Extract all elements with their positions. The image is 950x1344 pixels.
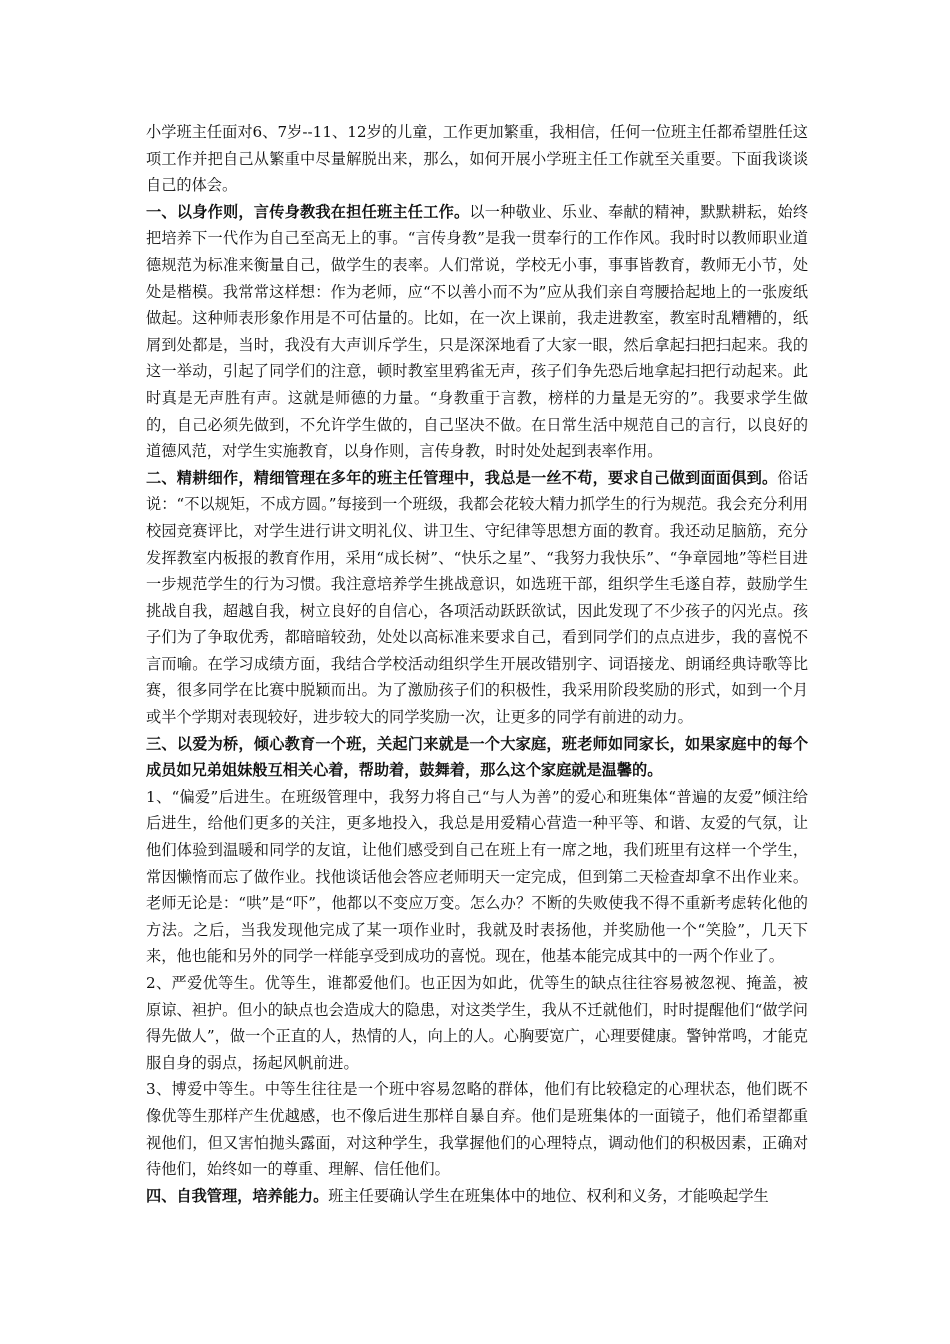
section-2-heading: 二、精耕细作，精细管理在多年的班主任管理中，我总是一丝不苟，要求自己做到面面俱到。: [146, 468, 778, 487]
intro-paragraph: 小学班主任面对6、7岁--11、12岁的儿童，工作更加繁重，我相信，任何一位班主任都希望胜任这项工作并把自己从繁重中尽量解脱出来，那么，如何开展小学班主任工作就至关重要。下面我谈谈自己的体会。: [146, 123, 808, 195]
section-3-heading: 三、以爱为桥，倾心教育一个班，关起门来就是一个大家庭，班老师如同家长，如果家庭中的每个成员如兄弟姐妹般互相关心着，帮助着，鼓舞着，那么这个家庭就是温馨的。: [146, 734, 808, 780]
document-body: [146, 119, 808, 1209]
section-4-paragraph: [146, 1183, 808, 1210]
point-2-paragraph: 2、严爱优等生。优等生，谁都爱他们。也正因为如此，优等生的缺点往往容易被忽视、掩盖，被原谅、袒护。但小的缺点也会造成大的隐患，对这类学生，我从不迁就他们，时时提醒他们“做学问得先做人”，做一个正直的人，热情的人，向上的人。心胸要宽广，心理要健康。警钟常鸣，才能克服自身的弱点，扬起风帆前进。: [146, 974, 808, 1072]
section-4-body: 班主任要确认学生在班集体中的地位、权利和义务，才能唤起学生: [328, 1186, 769, 1205]
section-2-body: 俗话说：“不以规矩，不成方圆。”每接到一个班级，我都会花较大精力抓学生的行为规范。我会充分利用校园竞赛评比，对学生进行讲文明礼仪、讲卫生、守纪律等思想方面的教育。我还动足脑筋，充分发挥教室内板报的教育作用，采用“成长树”、“快乐之星”、“我努力我快乐”、“争章园地”等栏目进一步规范学生的行为习惯。我注意培养学生挑战意识，如选班干部，组织学生毛遂自荐，鼓励学生挑战自我，超越自我，树立良好的自信心，各项活动跃跃欲试，因此发现了不少孩子的闪光点。孩子们为了争取优秀，都暗暗较劲，处处以高标准来要求自己，看到同学们的点点进步，我的喜悦不言而喻。在学习成绩方面，我结合学校活动组织学生开展改错别字、词语接龙、朗诵经典诗歌等比赛，很多同学在比赛中脱颖而出。为了激励孩子们的积极性，我采用阶段奖励的形式，如到一个月或半个学期对表现较好，进步较大的同学奖励一次，让更多的同学有前进的动力。: [146, 468, 809, 727]
section-1-paragraph: [146, 199, 808, 465]
point-1-paragraph: 1、“偏爱”后进生。在班级管理中，我努力将自己“与人为善”的爱心和班集体“普遍的友爱”倾注给后进生，给他们更多的关注，更多地投入，我总是用爱精心营造一种平等、和谐、友爱的气氛，让他们体验到温暖和同学的友谊，让他们感受到自己在班上有一席之地，我们班里有这样一个学生，常因懒惰而忘了做作业。找他谈话他会答应老师明天一定完成，但到第二天检查却拿不出作业来。老师无论是：“哄”是“吓”，他都以不变应万变。怎么办？不断的失败使我不得不重新考虑转化他的方法。之后，当我发现他完成了某一项作业时，我就及时表扬他，并奖励他一个“笑脸”，几天下来，他也能和另外的同学一样能享受到成功的喜悦。现在，他基本能完成其中的一两个作业了。: [146, 787, 808, 966]
point-3-paragraph: 3、博爱中等生。中等生往往是一个班中容易忽略的群体，他们有比较稳定的心理状态，他们既不像优等生那样产生优越感，也不像后进生那样自暴自弃。他们是班集体的一面镜子，他们希望都重视他们，但又害怕抛头露面，对这种学生，我掌握他们的心理特点，调动他们的积极因素，正确对待他们，始终如一的尊重、理解、信任他们。: [146, 1080, 808, 1179]
section-1-body: 以一种敬业、乐业、奉献的精神，默默耕耘，始终把培养下一代作为自己至高无上的事。“言传身教”是我一贯奉行的工作作风。我时时以教师职业道德规范为标准来衡量自己，做学生的表率。人们常说，学校无小事，事事皆教育，教师无小节，处处是楷模。我常常这样想：作为老师，应“不以善小而不为”应从我们亲自弯腰拾起地上的一张废纸做起。这种师表形象作用是不可估量的。比如，在一次上课前，我走进教室，教室时乱糟糟的，纸屑到处都是，当时，我没有大声训斥学生，只是深深地看了大家一眼，然后拿起扫把扫起来。我的这一举动，引起了同学们的注意，顿时教室里鸦雀无声，孩子们争先恐后地拿起扫把行动起来。此时真是无声胜有声。这就是师德的力量。“身教重于言教，榜样的力量是无穷的”。我要求学生做的，自己必须先做到，不允许学生做的，自己坚决不做。在日常生活中规范自己的言行，以良好的道德风范，对学生实施教育，以身作则，言传身教，时时处处起到表率作用。: [146, 202, 809, 461]
section-4-heading: 四、自我管理，培养能力。: [146, 1186, 329, 1205]
section-3-paragraph: [146, 731, 808, 784]
section-1-heading: 一、以身作则，言传身教我在担任班主任工作。: [146, 202, 470, 221]
section-2-paragraph: [146, 465, 808, 731]
